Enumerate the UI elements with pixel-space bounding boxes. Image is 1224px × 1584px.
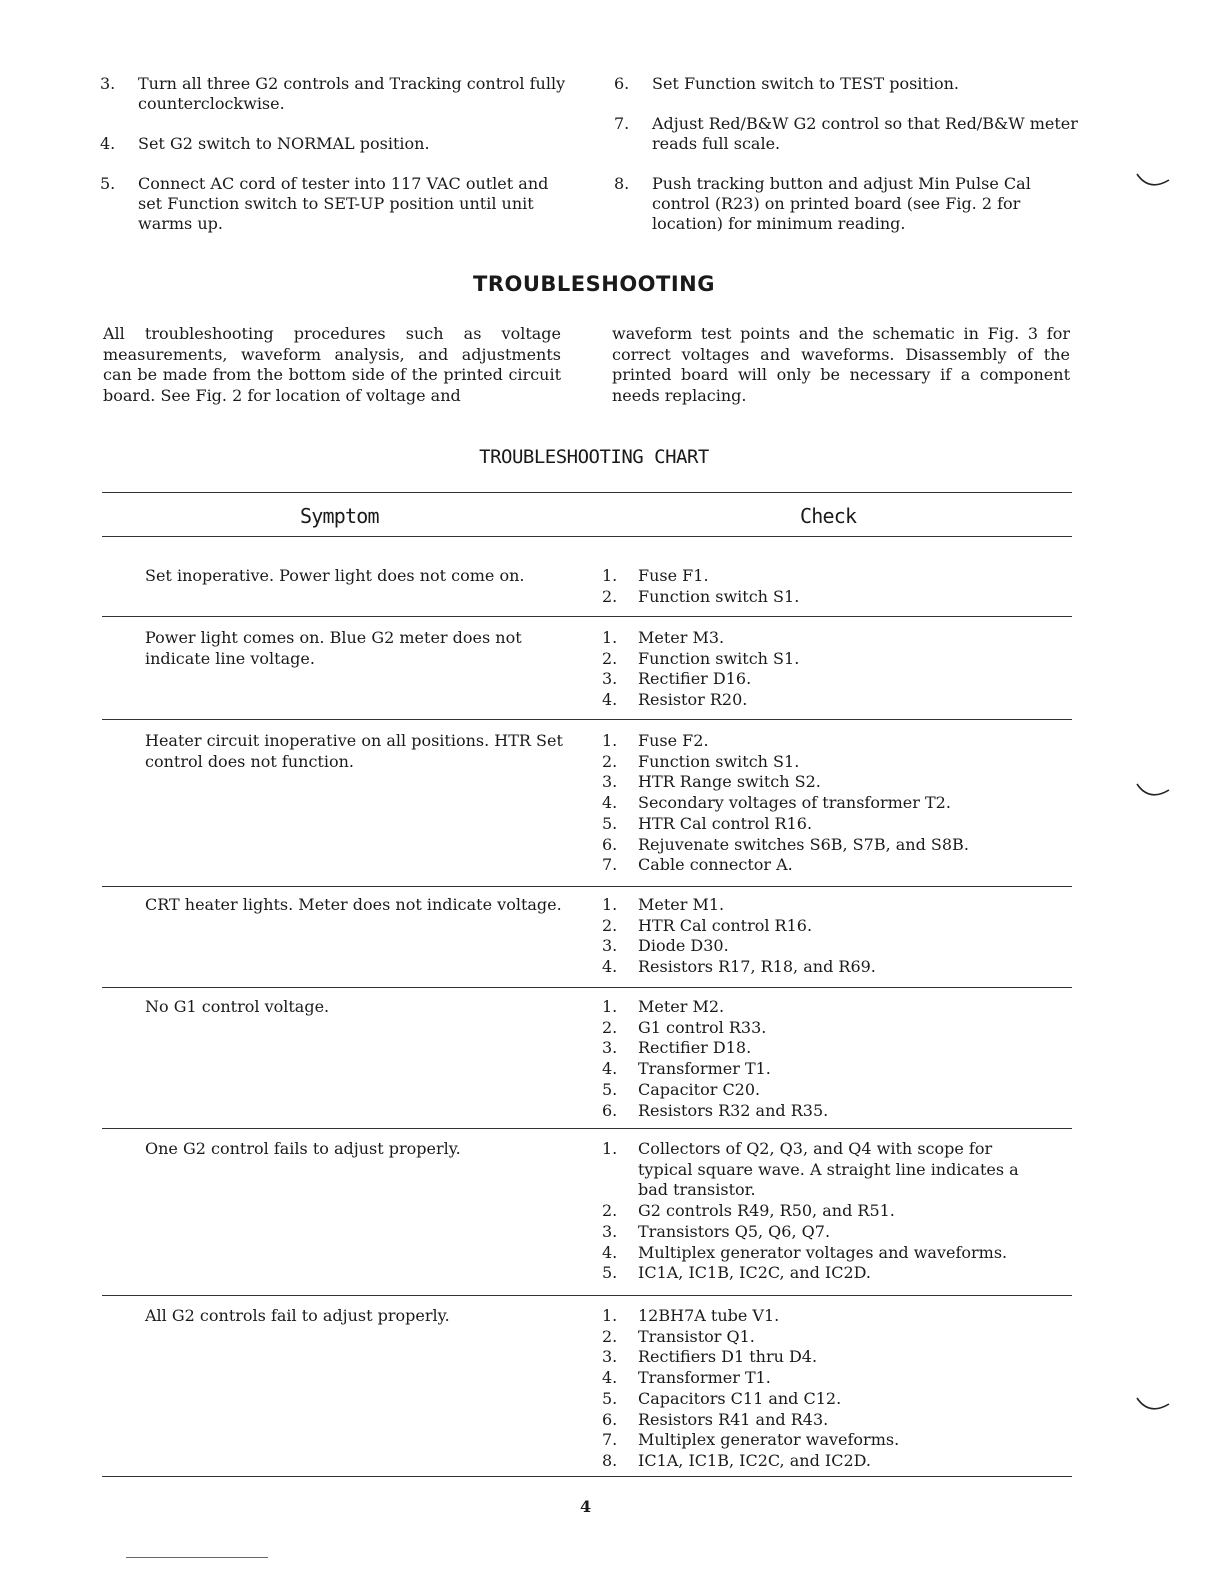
check-number: 1. — [602, 566, 618, 585]
binder-hole-mark-icon — [1135, 172, 1171, 190]
check-text: Rectifier D18. — [638, 1038, 752, 1058]
check-item — [602, 1430, 1042, 1451]
check-item — [602, 752, 1042, 773]
check-number: 6. — [602, 1409, 618, 1429]
check-number: 2. — [602, 648, 618, 668]
step-number: 8. — [614, 174, 630, 193]
check-number: 1. — [602, 628, 618, 647]
check-number: 2. — [602, 751, 618, 771]
step-item — [100, 134, 570, 154]
check-item — [602, 895, 1042, 916]
check-number: 4. — [602, 690, 618, 710]
check-text: HTR Cal control R16. — [638, 813, 813, 833]
check-text: Function switch S1. — [638, 751, 800, 771]
check-text: Collectors of Q2, Q3, and Q4 with scope for typical square wave. A straight line indicates a bad transistor. — [638, 1139, 1019, 1200]
step-item — [100, 174, 570, 234]
check-item — [602, 1389, 1042, 1410]
step-item — [614, 114, 1084, 154]
intro-paragraph-right: waveform test points and the schematic in Fig. 3 for correct voltages and waveforms. Disassembly of the printed board will only be necessary if a component needs replacing. — [612, 324, 1070, 405]
page-number: 4 — [580, 1497, 592, 1516]
table-row — [102, 1128, 1072, 1295]
check-text: IC1A, IC1B, IC2C, and IC2D. — [638, 1450, 871, 1470]
check-item — [602, 1222, 1042, 1243]
symptom-cell: CRT heater lights. Meter does not indicate voltage. — [145, 895, 562, 914]
check-number: 8. — [602, 1450, 618, 1470]
check-number: 6. — [602, 1100, 618, 1120]
check-number: 5. — [602, 1388, 618, 1408]
check-text: Meter M1. — [638, 895, 725, 914]
check-text: Resistors R17, R18, and R69. — [638, 957, 876, 977]
check-text: Transformer T1. — [638, 1059, 771, 1079]
check-text: Rejuvenate switches S6B, S7B, and S8B. — [638, 834, 969, 854]
check-number: 2. — [602, 1201, 618, 1221]
check-item — [602, 957, 1042, 978]
check-cell — [602, 628, 1042, 711]
check-number: 2. — [602, 586, 618, 606]
intro-paragraph-left: All troubleshooting procedures such as voltage measurements, waveform analysis, and adjustments can be made from the bottom side of the printed circuit board. See Fig. 2 for location of voltage and — [103, 324, 561, 405]
section-heading: TROUBLESHOOTING — [473, 272, 715, 296]
step-item — [614, 174, 1084, 234]
check-text: Capacitor C20. — [638, 1079, 761, 1099]
step-number: 4. — [100, 134, 116, 153]
check-item — [602, 916, 1042, 937]
check-cell — [602, 1139, 1042, 1284]
check-item — [602, 1451, 1042, 1472]
symptom-cell: No G1 control voltage. — [145, 997, 330, 1016]
check-number: 2. — [602, 915, 618, 935]
check-item — [602, 1018, 1042, 1039]
symptom-cell: Power light comes on. Blue G2 meter does not indicate line voltage. — [145, 628, 522, 668]
table-header-rule — [102, 536, 1072, 537]
check-item — [602, 1347, 1042, 1368]
check-text: HTR Cal control R16. — [638, 915, 813, 935]
check-number: 1. — [602, 731, 618, 750]
check-text: Capacitors C11 and C12. — [638, 1388, 842, 1408]
check-text: Multiplex generator waveforms. — [638, 1430, 900, 1450]
check-text: Transformer T1. — [638, 1368, 771, 1388]
check-item — [602, 731, 1042, 752]
check-cell — [602, 1306, 1042, 1472]
table-row — [102, 616, 1072, 719]
check-item — [602, 1368, 1042, 1389]
check-item — [602, 1201, 1042, 1222]
check-text: Fuse F2. — [638, 731, 709, 750]
check-number: 7. — [602, 1430, 618, 1450]
check-text: Resistors R32 and R35. — [638, 1100, 829, 1120]
check-number: 3. — [602, 1038, 618, 1058]
check-number: 1. — [602, 1306, 618, 1325]
check-item — [602, 997, 1042, 1018]
check-number: 3. — [602, 936, 618, 956]
check-number: 4. — [602, 793, 618, 813]
check-number: 5. — [602, 813, 618, 833]
check-item — [602, 628, 1042, 649]
check-text: Function switch S1. — [638, 586, 800, 606]
check-item — [602, 1139, 1042, 1201]
check-item — [602, 649, 1042, 670]
step-number: 6. — [614, 74, 630, 93]
check-number: 1. — [602, 1139, 618, 1158]
table-row — [102, 556, 1072, 614]
check-text: Meter M2. — [638, 997, 725, 1016]
check-item — [602, 690, 1042, 711]
check-item — [602, 1263, 1042, 1284]
check-item — [602, 1243, 1042, 1264]
binder-hole-mark-icon — [1135, 782, 1171, 800]
check-item — [602, 1038, 1042, 1059]
check-number: 3. — [602, 1347, 618, 1367]
check-number: 7. — [602, 855, 618, 875]
chart-title: TROUBLESHOOTING CHART — [479, 446, 709, 468]
check-item — [602, 1101, 1042, 1122]
step-number: 3. — [100, 74, 116, 93]
check-cell — [602, 566, 1042, 607]
check-item — [602, 1410, 1042, 1431]
check-text: G1 control R33. — [638, 1017, 767, 1037]
symptom-cell: All G2 controls fail to adjust properly. — [145, 1306, 450, 1325]
check-number: 3. — [602, 669, 618, 689]
check-text: Rectifiers D1 thru D4. — [638, 1347, 818, 1367]
check-text: Secondary voltages of transformer T2. — [638, 793, 951, 813]
check-number: 4. — [602, 1242, 618, 1262]
check-text: Cable connector A. — [638, 855, 793, 875]
check-number: 5. — [602, 1263, 618, 1283]
check-item — [602, 669, 1042, 690]
column-header-symptom: Symptom — [300, 504, 379, 528]
check-text: Function switch S1. — [638, 648, 800, 668]
check-text: Resistors R41 and R43. — [638, 1409, 829, 1429]
step-text: Connect AC cord of tester into 117 VAC outlet and set Function switch to SET-UP position until unit warms up. — [138, 174, 549, 233]
step-item — [100, 74, 570, 114]
bottom-link-underline — [126, 1557, 268, 1558]
check-cell — [602, 997, 1042, 1121]
check-item — [602, 587, 1042, 608]
check-item — [602, 936, 1042, 957]
step-text: Turn all three G2 controls and Tracking control fully counterclockwise. — [138, 74, 566, 113]
column-header-check: Check — [800, 504, 857, 528]
check-item — [602, 1306, 1042, 1327]
check-text: Meter M3. — [638, 628, 725, 647]
check-item — [602, 1059, 1042, 1080]
check-number: 6. — [602, 834, 618, 854]
check-text: Fuse F1. — [638, 566, 709, 585]
check-number: 4. — [602, 1059, 618, 1079]
check-text: IC1A, IC1B, IC2C, and IC2D. — [638, 1263, 871, 1283]
check-item — [602, 566, 1042, 587]
symptom-cell: One G2 control fails to adjust properly. — [145, 1139, 461, 1158]
check-text: G2 controls R49, R50, and R51. — [638, 1201, 895, 1221]
check-item — [602, 772, 1042, 793]
check-item — [602, 835, 1042, 856]
check-number: 4. — [602, 957, 618, 977]
table-row — [102, 1295, 1072, 1477]
check-number: 2. — [602, 1326, 618, 1346]
check-item — [602, 793, 1042, 814]
check-item — [602, 1327, 1042, 1348]
setup-steps-left — [100, 74, 570, 254]
check-text: 12BH7A tube V1. — [638, 1306, 780, 1325]
check-number: 5. — [602, 1079, 618, 1099]
step-text: Adjust Red/B&W G2 control so that Red/B&W meter reads full scale. — [652, 114, 1078, 153]
check-text: Resistor R20. — [638, 690, 748, 710]
check-number: 1. — [602, 997, 618, 1016]
check-number: 4. — [602, 1368, 618, 1388]
check-text: Transistor Q1. — [638, 1326, 755, 1346]
check-cell — [602, 731, 1042, 876]
symptom-cell: Set inoperative. Power light does not come on. — [145, 566, 525, 585]
step-text: Push tracking button and adjust Min Pulse Cal control (R23) on printed board (see Fig. 2 for location) for minimum reading. — [652, 174, 1031, 233]
setup-steps-right — [614, 74, 1084, 254]
check-number: 2. — [602, 1017, 618, 1037]
check-text: Multiplex generator voltages and waveforms. — [638, 1242, 1008, 1262]
check-text: Transistors Q5, Q6, Q7. — [638, 1221, 831, 1241]
step-number: 7. — [614, 114, 630, 133]
check-text: Diode D30. — [638, 936, 729, 956]
step-number: 5. — [100, 174, 116, 193]
check-item — [602, 1080, 1042, 1101]
table-top-rule — [102, 492, 1072, 493]
check-item — [602, 855, 1042, 876]
table-row — [102, 987, 1072, 1128]
check-text: HTR Range switch S2. — [638, 772, 821, 792]
check-cell — [602, 895, 1042, 978]
symptom-cell: Heater circuit inoperative on all positions. HTR Set control does not function. — [145, 731, 563, 771]
check-number: 3. — [602, 1221, 618, 1241]
step-item — [614, 74, 1084, 94]
check-number: 3. — [602, 772, 618, 792]
table-row — [102, 886, 1072, 987]
check-number: 1. — [602, 895, 618, 914]
binder-hole-mark-icon — [1135, 1396, 1171, 1414]
check-text: Rectifier D16. — [638, 669, 752, 689]
table-row — [102, 719, 1072, 886]
check-item — [602, 814, 1042, 835]
step-text: Set Function switch to TEST position. — [652, 74, 959, 93]
step-text: Set G2 switch to NORMAL position. — [138, 134, 430, 153]
